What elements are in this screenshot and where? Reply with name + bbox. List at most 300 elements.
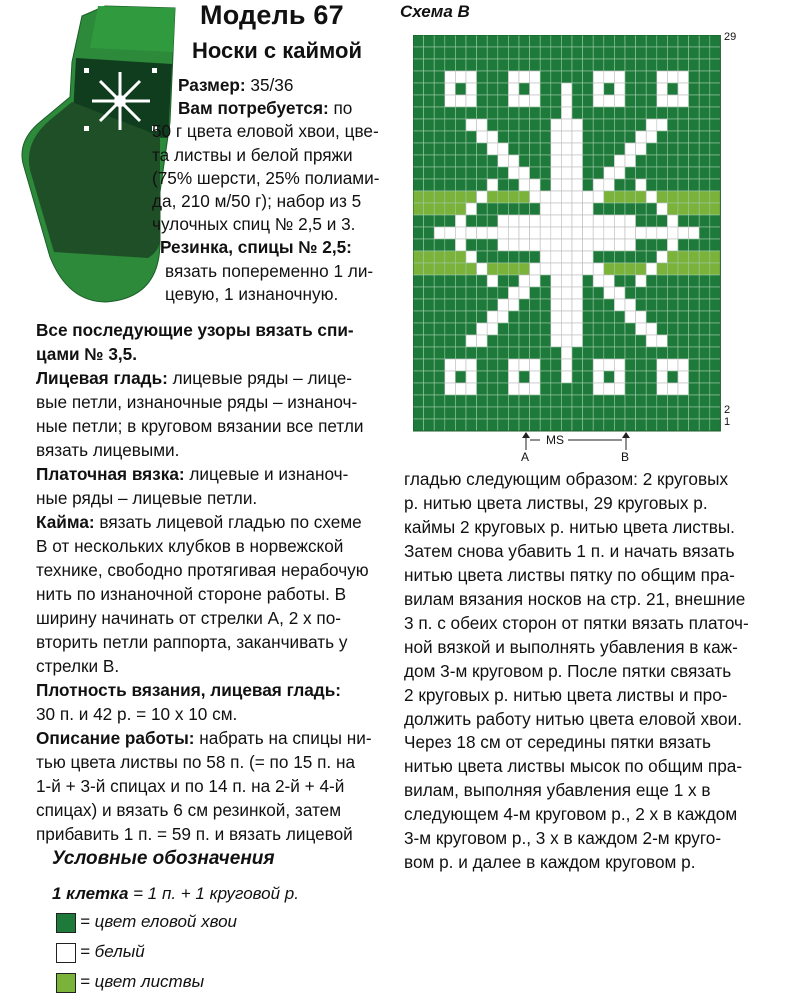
chart-cell <box>508 83 519 95</box>
chart-cell <box>498 47 509 59</box>
chart-cell <box>477 359 488 371</box>
chart-cell <box>477 251 488 263</box>
chart-cell <box>530 191 541 203</box>
chart-cell <box>593 167 604 179</box>
chart-cell <box>508 119 519 131</box>
chart-cell <box>466 275 477 287</box>
chart-cell <box>540 239 551 251</box>
chart-cell <box>519 335 530 347</box>
chart-cell <box>424 179 435 191</box>
chart-cell <box>487 155 498 167</box>
chart-cell <box>424 311 435 323</box>
chart-cell <box>424 227 435 239</box>
chart-cell <box>636 299 647 311</box>
chart-cell <box>636 119 647 131</box>
chart-cell <box>561 71 572 83</box>
chart-cell <box>508 359 519 371</box>
chart-cell <box>561 275 572 287</box>
chart-cell <box>710 215 721 227</box>
chart-cell <box>625 167 636 179</box>
chart-cell <box>498 59 509 71</box>
chart-cell <box>625 383 636 395</box>
chart-cell <box>625 335 636 347</box>
chart-cell <box>498 179 509 191</box>
chart-cell <box>477 155 488 167</box>
chart-cell <box>519 107 530 119</box>
chart-cell <box>604 131 615 143</box>
chart-cell <box>710 275 721 287</box>
chart-cell <box>678 47 689 59</box>
chart-cell <box>646 119 657 131</box>
bodyLeft-line: цами № 3,5. <box>36 344 137 364</box>
chart-cell <box>434 395 445 407</box>
chart-cell <box>710 179 721 191</box>
row-label-29: 29 <box>724 31 737 43</box>
chart-cell <box>561 59 572 71</box>
chart-cell <box>710 203 721 215</box>
chart-cell <box>646 59 657 71</box>
chart-cell <box>646 179 657 191</box>
chart-cell <box>498 311 509 323</box>
chart-cell <box>604 95 615 107</box>
chart-cell <box>466 371 477 383</box>
chart-cell <box>572 191 583 203</box>
bodyLeft-line: В от нескольких клубков в норвежской <box>36 536 344 556</box>
chart-cell <box>710 191 721 203</box>
chart-cell <box>625 71 636 83</box>
chart-cell <box>667 299 678 311</box>
chart-cell <box>667 155 678 167</box>
chart-cell <box>466 263 477 275</box>
chart-cell <box>657 227 668 239</box>
chart-cell <box>477 323 488 335</box>
chart-cell <box>561 83 572 95</box>
legend-label: = цвет листвы <box>80 972 205 991</box>
chart-cell <box>583 107 594 119</box>
chart-cell <box>487 107 498 119</box>
chart-cell <box>604 203 615 215</box>
chart-cell <box>657 107 668 119</box>
chart-cell <box>561 299 572 311</box>
chart-cell <box>455 47 466 59</box>
chart-cell <box>646 299 657 311</box>
chart-cell <box>583 395 594 407</box>
chart-cell <box>646 359 657 371</box>
chart-cell <box>519 83 530 95</box>
chart-cell <box>583 95 594 107</box>
chart-cell <box>540 215 551 227</box>
chart-cell <box>572 179 583 191</box>
chart-cell <box>508 179 519 191</box>
chart-cell <box>487 179 498 191</box>
bodyLeft-line: Кайма: вязать лицевой гладью по схеме <box>36 512 362 532</box>
chart-cell <box>646 71 657 83</box>
chart-cell <box>593 143 604 155</box>
chart-cell <box>413 179 424 191</box>
chart-cell <box>583 59 594 71</box>
chart-cell <box>498 395 509 407</box>
bodyRight-line: каймы 2 круговых р. нитью цвета листвы. <box>404 516 735 537</box>
bodyLeft-line: Описание работы: набрать на спицы ни- <box>36 728 372 748</box>
chart-cell <box>561 359 572 371</box>
chart-cell <box>424 299 435 311</box>
chart-cell <box>455 287 466 299</box>
bodyRight-line: 2 круговых р. нитью цвета листвы и про- <box>404 684 728 705</box>
chart-cell <box>583 227 594 239</box>
chart-cell <box>646 215 657 227</box>
chart-cell <box>413 143 424 155</box>
chart-cell <box>689 347 700 359</box>
chart-cell <box>498 119 509 131</box>
chart-cell <box>614 119 625 131</box>
chart-cell <box>434 239 445 251</box>
chart-cell <box>636 95 647 107</box>
chart-cell <box>636 215 647 227</box>
chart-cell <box>583 215 594 227</box>
chart-cell <box>667 323 678 335</box>
chart-cell <box>477 371 488 383</box>
chart-cell <box>667 359 678 371</box>
chart-cell <box>657 47 668 59</box>
chart-cell <box>572 215 583 227</box>
chart-cell <box>572 47 583 59</box>
chart-cell <box>530 383 541 395</box>
chart-cell <box>604 119 615 131</box>
chart-cell <box>678 71 689 83</box>
chart-cell <box>678 227 689 239</box>
chart-cell <box>604 35 615 47</box>
chart-cell <box>487 47 498 59</box>
chart-cell <box>593 155 604 167</box>
chart-cell <box>710 359 721 371</box>
chart-cell <box>710 287 721 299</box>
chart-cell <box>434 35 445 47</box>
chart-cell <box>636 83 647 95</box>
chart-cell <box>445 347 456 359</box>
chart-cell <box>477 407 488 419</box>
chart-cell <box>498 371 509 383</box>
chart-cell <box>636 311 647 323</box>
chart-cell <box>477 191 488 203</box>
chart-cell <box>636 239 647 251</box>
chart-cell <box>540 371 551 383</box>
chart-cell <box>487 143 498 155</box>
chart-cell <box>689 59 700 71</box>
chart-cell <box>614 59 625 71</box>
chart-cell <box>604 251 615 263</box>
chart-cell <box>604 215 615 227</box>
chart-cell <box>519 47 530 59</box>
chart-cell <box>508 95 519 107</box>
chart-cell <box>710 299 721 311</box>
chart-cell <box>657 347 668 359</box>
chart-cell <box>572 335 583 347</box>
chart-cell <box>519 311 530 323</box>
chart-cell <box>519 371 530 383</box>
bodyLeft-line: Плотность вязания, лицевая гладь: <box>36 680 341 700</box>
chart-cell <box>424 263 435 275</box>
chart-cell <box>540 311 551 323</box>
chart-cell <box>477 71 488 83</box>
chart-cell <box>646 143 657 155</box>
chart-cell <box>710 383 721 395</box>
chart-cell <box>699 203 710 215</box>
model-name: Носки с каймой <box>192 38 362 63</box>
chart-cell <box>678 299 689 311</box>
chart-cell <box>593 395 604 407</box>
chart-cell <box>519 251 530 263</box>
chart-cell <box>614 179 625 191</box>
chart-cell <box>625 59 636 71</box>
chart-cell <box>540 155 551 167</box>
chart-cell <box>445 167 456 179</box>
chart-cell <box>551 143 562 155</box>
chart-cell <box>519 395 530 407</box>
chart-cell <box>487 95 498 107</box>
chart-cell <box>561 167 572 179</box>
bodyLeft-line: стрелки В. <box>36 656 120 676</box>
chart-cell <box>699 275 710 287</box>
chart-cell <box>424 167 435 179</box>
chart-cell <box>530 359 541 371</box>
chart-cell <box>604 407 615 419</box>
chart-cell <box>508 215 519 227</box>
chart-cell <box>614 239 625 251</box>
chart-cell <box>657 83 668 95</box>
chart-cell <box>561 215 572 227</box>
bodyLeft-line: 30 п. и 42 р. = 10 х 10 см. <box>36 704 238 724</box>
chart-cell <box>540 251 551 263</box>
chart-cell <box>593 275 604 287</box>
chart-cell <box>445 155 456 167</box>
bodyRight-line: должить работу нитью цвета еловой хвои. <box>404 708 742 729</box>
chart-cell <box>625 263 636 275</box>
chart-cell <box>583 47 594 59</box>
chart-cell <box>466 167 477 179</box>
chart-cell <box>477 275 488 287</box>
bodyLeft-line: спицах) и вязать 6 см резинкой, затем <box>36 800 342 820</box>
chart-cell <box>689 131 700 143</box>
chart-cell <box>477 347 488 359</box>
chart-cell <box>530 83 541 95</box>
chart-cell <box>614 83 625 95</box>
chart-cell <box>689 203 700 215</box>
chart-cell <box>657 311 668 323</box>
chart-cell <box>625 407 636 419</box>
chart-cell <box>455 383 466 395</box>
chart-cell <box>455 143 466 155</box>
chart-cell <box>710 407 721 419</box>
chart-cell <box>583 251 594 263</box>
chart-cell <box>540 131 551 143</box>
chart-cell <box>540 107 551 119</box>
chart-cell <box>487 35 498 47</box>
chart-cell <box>551 263 562 275</box>
chart-cell <box>530 107 541 119</box>
chart-cell <box>678 143 689 155</box>
chart-cell <box>508 203 519 215</box>
chart-cell <box>413 47 424 59</box>
chart-cell <box>424 107 435 119</box>
chart-cell <box>551 359 562 371</box>
chart-cell <box>519 95 530 107</box>
chart-cell <box>583 287 594 299</box>
bodyLeft-line: Платочная вязка: лицевые и изнаноч- <box>36 464 349 484</box>
chart-cell <box>583 143 594 155</box>
chart-cell <box>519 191 530 203</box>
chart-cell <box>413 359 424 371</box>
chart-cell <box>614 275 625 287</box>
chart-cell <box>466 239 477 251</box>
chart-cell <box>530 227 541 239</box>
chart-cell <box>530 311 541 323</box>
chart-cell <box>593 83 604 95</box>
chart-cell <box>604 239 615 251</box>
chart-cell <box>498 191 509 203</box>
chart-cell <box>413 191 424 203</box>
chart-cell <box>477 227 488 239</box>
chart-cell <box>710 239 721 251</box>
chart-cell <box>519 131 530 143</box>
bodyLeft-line: технике, свободно протягивая нерабочую <box>36 560 369 580</box>
chart-cell <box>667 191 678 203</box>
chart-cell <box>498 203 509 215</box>
chart-cell <box>646 251 657 263</box>
chart-cell <box>434 95 445 107</box>
chart-cell <box>593 323 604 335</box>
chart-cell <box>508 323 519 335</box>
chart-cell <box>604 287 615 299</box>
chart-cell <box>604 347 615 359</box>
chart-cell <box>551 383 562 395</box>
chart-cell <box>583 35 594 47</box>
chart-cell <box>593 383 604 395</box>
chart-cell <box>466 383 477 395</box>
chart-cell <box>530 167 541 179</box>
chart-cell <box>424 119 435 131</box>
chart-cell <box>466 299 477 311</box>
chart-cell <box>561 323 572 335</box>
chart-cell <box>424 35 435 47</box>
chart-cell <box>636 47 647 59</box>
chart-cell <box>434 83 445 95</box>
chart-cell <box>646 383 657 395</box>
chart-cell <box>699 107 710 119</box>
chart-cell <box>530 119 541 131</box>
chart-cell <box>466 83 477 95</box>
chart-cell <box>540 83 551 95</box>
chart-cell <box>689 407 700 419</box>
chart-cell <box>551 47 562 59</box>
chart-cell <box>551 203 562 215</box>
chart-cell <box>424 251 435 263</box>
chart-cell <box>508 335 519 347</box>
chart-cell <box>572 263 583 275</box>
chart-cell <box>689 155 700 167</box>
bodyRight-line: гладью следующим образом: 2 круговых <box>404 469 729 489</box>
chart-cell <box>455 239 466 251</box>
chart-cell <box>540 203 551 215</box>
chart-cell <box>614 35 625 47</box>
chart-cell <box>572 275 583 287</box>
chart-cell <box>699 47 710 59</box>
chart-cell <box>561 395 572 407</box>
chart-cell <box>593 119 604 131</box>
chart-cell <box>646 275 657 287</box>
intro-line: 50 г цвета еловой хвои, цве- <box>152 121 379 142</box>
chart-cell <box>710 95 721 107</box>
chart-cell <box>508 59 519 71</box>
chart-cell <box>657 275 668 287</box>
chart-cell <box>699 263 710 275</box>
chart-cell <box>466 359 477 371</box>
chart-cell <box>540 263 551 275</box>
bodyRight-line: ной вязкой и выполнять убавления в каж- <box>404 636 738 657</box>
chart-cell <box>477 287 488 299</box>
chart-cell <box>434 275 445 287</box>
chart-cell <box>583 359 594 371</box>
chart-cell <box>530 263 541 275</box>
chart-cell <box>424 383 435 395</box>
chart-cell <box>551 299 562 311</box>
intro-line: Вам потребуется: по <box>178 98 353 119</box>
chart-cell <box>455 59 466 71</box>
chart-cell <box>646 167 657 179</box>
chart-cell <box>413 287 424 299</box>
chart-cell <box>689 227 700 239</box>
chart-cell <box>508 287 519 299</box>
chart-cell <box>434 143 445 155</box>
chart-cell <box>530 335 541 347</box>
bodyLeft-line: ширину начинать от стрелки А, 2 х по- <box>36 608 341 628</box>
chart-cell <box>699 155 710 167</box>
chart-cell <box>646 347 657 359</box>
legend-swatch <box>56 913 76 933</box>
chart-cell <box>699 167 710 179</box>
chart-cell <box>519 155 530 167</box>
chart-cell <box>477 107 488 119</box>
chart-cell <box>445 131 456 143</box>
chart-cell <box>636 395 647 407</box>
bodyRight-line: Затем снова убавить 1 п. и начать вязать <box>404 540 735 561</box>
chart-cell <box>519 215 530 227</box>
chart-cell <box>657 395 668 407</box>
chart-cell <box>689 83 700 95</box>
chart-cell <box>455 359 466 371</box>
chart-cell <box>413 251 424 263</box>
chart-cell <box>699 311 710 323</box>
chart-cell <box>445 263 456 275</box>
chart-cell <box>508 35 519 47</box>
chart-cell <box>445 311 456 323</box>
chart-cell <box>625 131 636 143</box>
chart-cell <box>434 323 445 335</box>
chart-cell <box>636 167 647 179</box>
chart-cell <box>519 203 530 215</box>
chart-cell <box>540 227 551 239</box>
chart-cell <box>445 299 456 311</box>
chart-cell <box>498 251 509 263</box>
chart-cell <box>477 239 488 251</box>
chart-cell <box>583 203 594 215</box>
chart-cell <box>551 83 562 95</box>
intro-line: та листвы и белой пряжи <box>152 144 353 165</box>
chart-cell <box>689 167 700 179</box>
chart-cell <box>508 47 519 59</box>
chart-cell <box>667 83 678 95</box>
chart-cell <box>466 203 477 215</box>
chart-cell <box>689 215 700 227</box>
